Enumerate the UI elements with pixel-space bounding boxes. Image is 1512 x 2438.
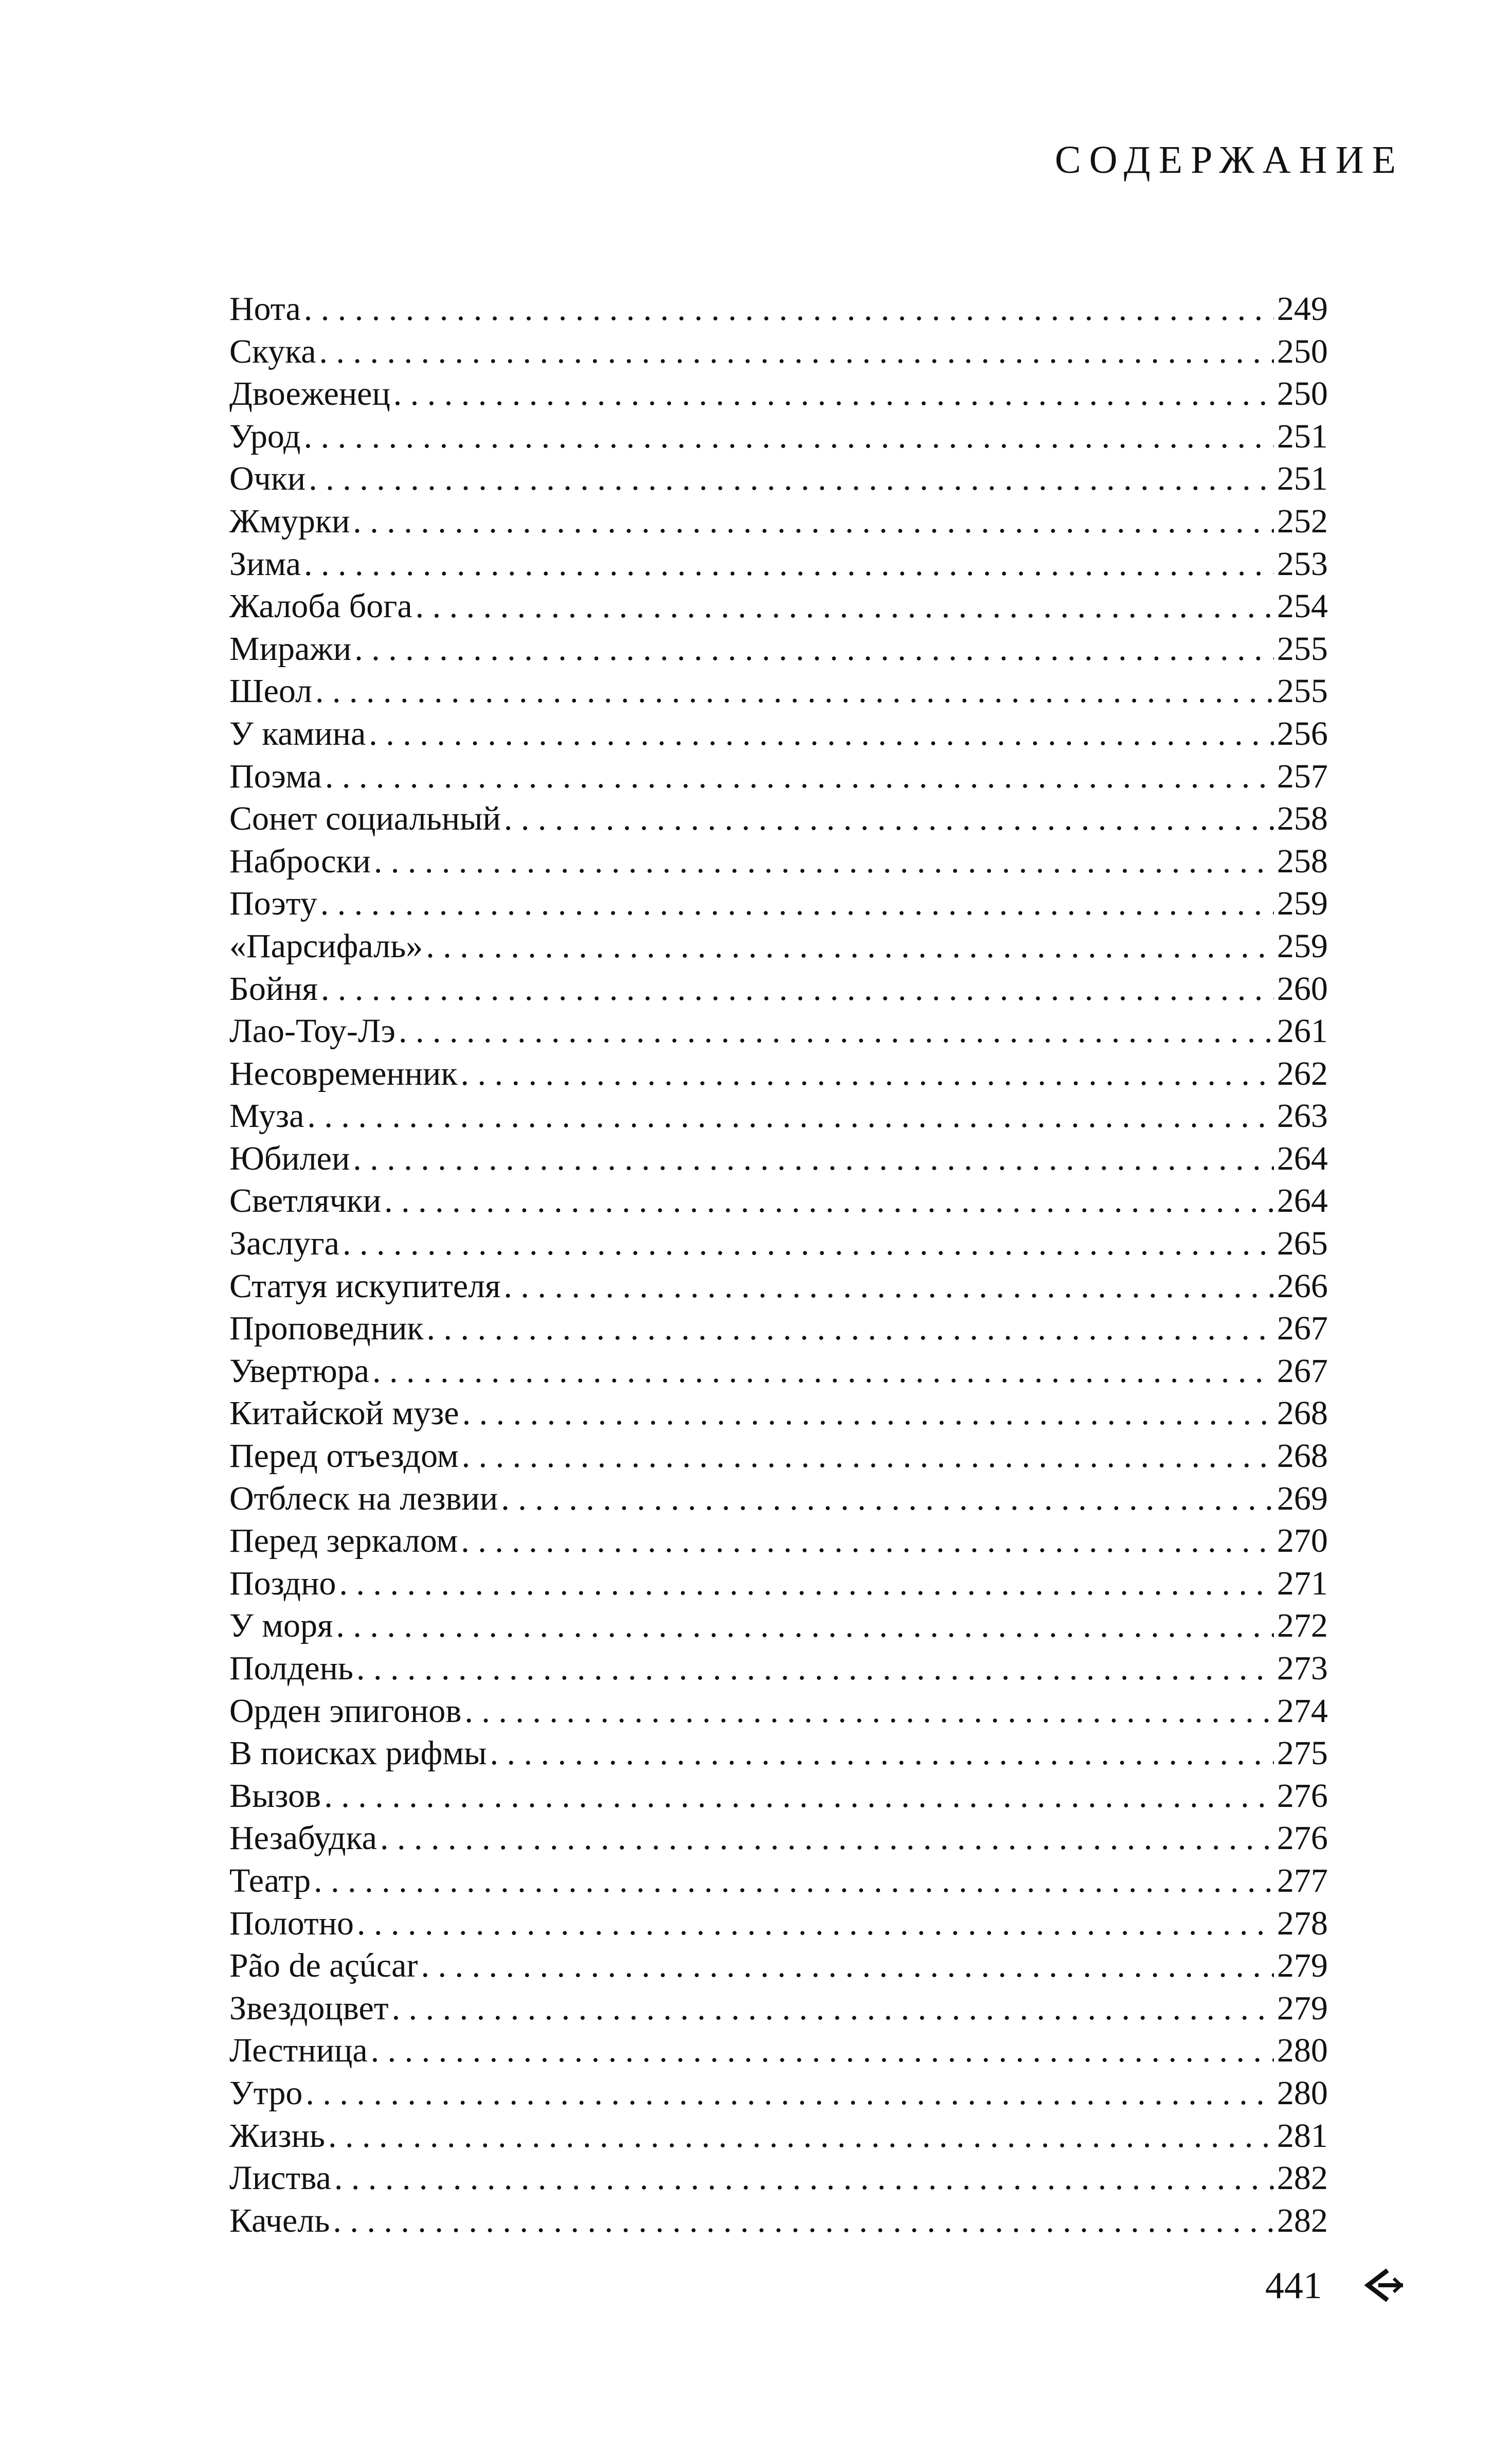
toc-entry-title: Лао-Тоу-Лэ [229, 1012, 395, 1050]
toc-entry [229, 1223, 1328, 1265]
toc-entry-title: Статуя искупителя [229, 1267, 501, 1305]
dot-leader [353, 500, 1274, 543]
toc-entry-title: В поисках рифмы [229, 1734, 487, 1772]
toc-entry [229, 1138, 1328, 1180]
toc-entry-title: Шеол [229, 672, 312, 710]
running-header: СОДЕРЖАНИЕ [1055, 138, 1404, 182]
toc-entry-title: Жизнь [229, 2117, 325, 2155]
toc-entry-page: 256 [1277, 714, 1328, 752]
toc-entry [229, 585, 1328, 628]
toc-entry-page: 281 [1277, 2117, 1328, 2155]
dot-leader [305, 2072, 1274, 2115]
toc-entry-page: 267 [1277, 1352, 1328, 1390]
toc-entry-title: Pão de açúcar [229, 1947, 418, 1985]
toc-entry [229, 756, 1328, 798]
dot-leader [334, 2157, 1274, 2200]
toc-entry [229, 288, 1328, 331]
toc-entry [229, 2157, 1328, 2200]
toc-entry-page: 264 [1277, 1139, 1328, 1177]
toc-entry [229, 2115, 1328, 2158]
toc-entry-page: 253 [1277, 545, 1328, 583]
toc-entry [229, 1903, 1328, 1945]
toc-entry-title: Перед зеркалом [229, 1522, 458, 1560]
toc-entry-page: 269 [1277, 1479, 1328, 1517]
toc-entry-title: Сонет социальный [229, 800, 501, 838]
toc-entry [229, 798, 1328, 840]
toc-entry-title: Увертюра [229, 1352, 369, 1390]
dot-leader [503, 1265, 1274, 1308]
toc-entry [229, 543, 1328, 586]
toc-entry-page: 252 [1277, 502, 1328, 540]
toc-entry-page: 266 [1277, 1267, 1328, 1305]
toc-entry [229, 883, 1328, 925]
toc-entry-title: Наброски [229, 842, 371, 880]
dot-leader [304, 543, 1274, 586]
toc-entry-title: Орден эпигонов [229, 1692, 462, 1730]
toc-entry [229, 1690, 1328, 1733]
dot-leader [460, 1053, 1274, 1096]
dot-leader [384, 1180, 1274, 1223]
toc-entry-page: 259 [1277, 885, 1328, 923]
toc-entry [229, 713, 1328, 756]
dot-leader [321, 968, 1274, 1011]
toc-entry-page: 258 [1277, 800, 1328, 838]
toc-entry-title: Несовременник [229, 1054, 458, 1092]
toc-entry [229, 670, 1328, 713]
toc-entry [229, 628, 1328, 671]
toc-entry-page: 273 [1277, 1650, 1328, 1687]
toc-entry-page: 258 [1277, 842, 1328, 880]
dot-leader [336, 1605, 1274, 1647]
toc-entry-page: 260 [1277, 970, 1328, 1008]
toc-entry-page: 276 [1277, 1819, 1328, 1857]
toc-entry-title: Жалоба бога [229, 587, 412, 625]
toc-entry-page: 280 [1277, 2074, 1328, 2112]
toc-entry-page: 264 [1277, 1182, 1328, 1220]
dot-leader [339, 1563, 1274, 1605]
toc-entry [229, 1180, 1328, 1223]
toc-entry-title: Утро [229, 2074, 303, 2112]
dot-leader [421, 1945, 1274, 1987]
dot-leader [504, 798, 1274, 840]
toc-entry-page: 278 [1277, 1904, 1328, 1942]
toc-entry [229, 1350, 1328, 1393]
toc-entry [229, 416, 1328, 458]
toc-entry-title: Зима [229, 545, 301, 583]
dot-leader [464, 1690, 1274, 1733]
toc-entry-title: Скука [229, 332, 316, 370]
toc-entry [229, 1987, 1328, 2030]
toc-entry-title: Урод [229, 417, 301, 455]
toc-entry [229, 1520, 1328, 1563]
dot-leader [501, 1478, 1274, 1520]
toc-entry-page: 265 [1277, 1225, 1328, 1263]
toc-entry-page: 279 [1277, 1989, 1328, 2027]
toc-entry [229, 840, 1328, 883]
toc-entry-page: 282 [1277, 2201, 1328, 2239]
dot-leader [490, 1732, 1274, 1775]
toc-entry-title: Поэту [229, 885, 317, 923]
dot-leader [304, 416, 1274, 458]
toc-entry [229, 2200, 1328, 2243]
toc-entry-title: У камина [229, 714, 366, 752]
toc-entry-page: 268 [1277, 1394, 1328, 1432]
toc-entry-title: Муза [229, 1097, 304, 1135]
toc-entry-page: 272 [1277, 1607, 1328, 1645]
toc-entry-page: 270 [1277, 1522, 1328, 1560]
toc-entry-title: Лестница [229, 2032, 368, 2070]
dot-leader [354, 628, 1274, 671]
toc-entry-page: 262 [1277, 1054, 1328, 1092]
dot-leader [369, 713, 1274, 756]
toc-entry-page: 257 [1277, 757, 1328, 795]
dot-leader [320, 883, 1274, 925]
dot-leader [314, 1860, 1274, 1903]
toc-entry [229, 1095, 1328, 1138]
toc-entry-title: Вызов [229, 1777, 321, 1815]
toc-entry [229, 1817, 1328, 1860]
toc-entry [229, 1860, 1328, 1903]
toc-entry-page: 282 [1277, 2159, 1328, 2197]
toc-entry [229, 968, 1328, 1011]
toc-entry [229, 925, 1328, 968]
dot-leader [357, 1903, 1274, 1945]
dot-leader [374, 840, 1274, 883]
toc-entry-page: 251 [1277, 417, 1328, 455]
dot-leader [426, 925, 1274, 968]
toc-entry-page: 279 [1277, 1947, 1328, 1985]
dot-leader [416, 585, 1274, 628]
toc-entry [229, 1010, 1328, 1053]
toc-entry-title: Полдень [229, 1650, 354, 1687]
toc-entry-title: Миражи [229, 630, 352, 668]
toc-entry [229, 2072, 1328, 2115]
toc-entry-page: 277 [1277, 1861, 1328, 1899]
toc-entry [229, 1307, 1328, 1350]
toc-entry [229, 1563, 1328, 1605]
dot-leader [399, 1010, 1274, 1053]
toc-entry-title: Листва [229, 2159, 331, 2197]
dot-leader [328, 2115, 1274, 2158]
dot-leader [356, 1647, 1274, 1690]
toc-entry-page: 259 [1277, 927, 1328, 965]
toc-entry-page: 250 [1277, 375, 1328, 413]
toc-entry-title: Жмурки [229, 502, 350, 540]
toc-entry-title: Юбилеи [229, 1139, 350, 1177]
toc-entry-title: «Парсифаль» [229, 927, 423, 965]
dot-leader [371, 2030, 1274, 2072]
toc-entry [229, 331, 1328, 373]
toc-entry [229, 500, 1328, 543]
toc-entry-title: У моря [229, 1607, 333, 1645]
toc-entry-page: 280 [1277, 2032, 1328, 2070]
toc-entry-title: Заслуга [229, 1225, 339, 1263]
dot-leader [307, 1095, 1274, 1138]
toc-entry [229, 1647, 1328, 1690]
dot-leader [309, 458, 1274, 500]
dot-leader [325, 756, 1274, 798]
toc-entry-page: 276 [1277, 1777, 1328, 1815]
toc-entry [229, 1945, 1328, 1987]
toc-entry-title: Бойня [229, 970, 318, 1008]
toc-entry-title: Отблеск на лезвии [229, 1479, 498, 1517]
toc-entry [229, 1053, 1328, 1096]
toc-entry [229, 2030, 1328, 2072]
toc-entry-title: Светлячки [229, 1182, 382, 1220]
dot-leader [343, 1223, 1274, 1265]
toc-entry-page: 255 [1277, 672, 1328, 710]
toc-entry [229, 1478, 1328, 1520]
dot-leader [372, 1350, 1274, 1393]
dot-leader [462, 1435, 1274, 1478]
toc-entry-title: Проповедник [229, 1310, 424, 1348]
dot-leader [319, 331, 1274, 373]
dot-leader [392, 1987, 1274, 2030]
toc-entry [229, 1392, 1328, 1435]
dot-leader [324, 1775, 1274, 1818]
dot-leader [426, 1307, 1274, 1350]
toc-entry-page: 249 [1277, 290, 1328, 328]
toc-entry-title: Театр [229, 1861, 311, 1899]
toc-entry [229, 1775, 1328, 1818]
toc-entry-title: Перед отъездом [229, 1437, 459, 1475]
dot-leader [380, 1817, 1274, 1860]
toc-entry-page: 250 [1277, 332, 1328, 370]
toc-entry-title: Двоеженец [229, 375, 390, 413]
toc-entry-title: Китайской музе [229, 1394, 459, 1432]
dot-leader [461, 1520, 1274, 1563]
toc-entry-title: Поэма [229, 757, 322, 795]
dot-leader [333, 2200, 1274, 2243]
arrow-ornament-icon [1358, 2267, 1404, 2303]
table-of-contents [229, 288, 1328, 2242]
toc-entry-page: 251 [1277, 460, 1328, 498]
dot-leader [462, 1392, 1274, 1435]
toc-entry-page: 268 [1277, 1437, 1328, 1475]
toc-entry [229, 1605, 1328, 1647]
toc-entry [229, 1435, 1328, 1478]
toc-entry-page: 263 [1277, 1097, 1328, 1135]
dot-leader [353, 1138, 1274, 1180]
toc-entry-page: 271 [1277, 1564, 1328, 1602]
toc-entry [229, 1732, 1328, 1775]
toc-entry [229, 1265, 1328, 1308]
dot-leader [315, 670, 1274, 713]
toc-entry-title: Полотно [229, 1904, 354, 1942]
toc-entry-title: Нота [229, 290, 301, 328]
toc-entry-page: 254 [1277, 587, 1328, 625]
toc-entry-page: 274 [1277, 1692, 1328, 1730]
toc-entry-title: Очки [229, 460, 306, 498]
dot-leader [393, 373, 1274, 416]
toc-entry-page: 275 [1277, 1734, 1328, 1772]
toc-entry [229, 458, 1328, 500]
toc-entry-page: 255 [1277, 630, 1328, 668]
toc-entry-title: Незабудка [229, 1819, 377, 1857]
page-number: 441 [1265, 2265, 1322, 2307]
toc-entry-title: Поздно [229, 1564, 336, 1602]
dot-leader [304, 288, 1274, 331]
toc-entry-title: Звездоцвет [229, 1989, 389, 2027]
toc-entry-page: 267 [1277, 1310, 1328, 1348]
toc-entry-title: Качель [229, 2201, 330, 2239]
toc-entry [229, 373, 1328, 416]
toc-entry-page: 261 [1277, 1012, 1328, 1050]
